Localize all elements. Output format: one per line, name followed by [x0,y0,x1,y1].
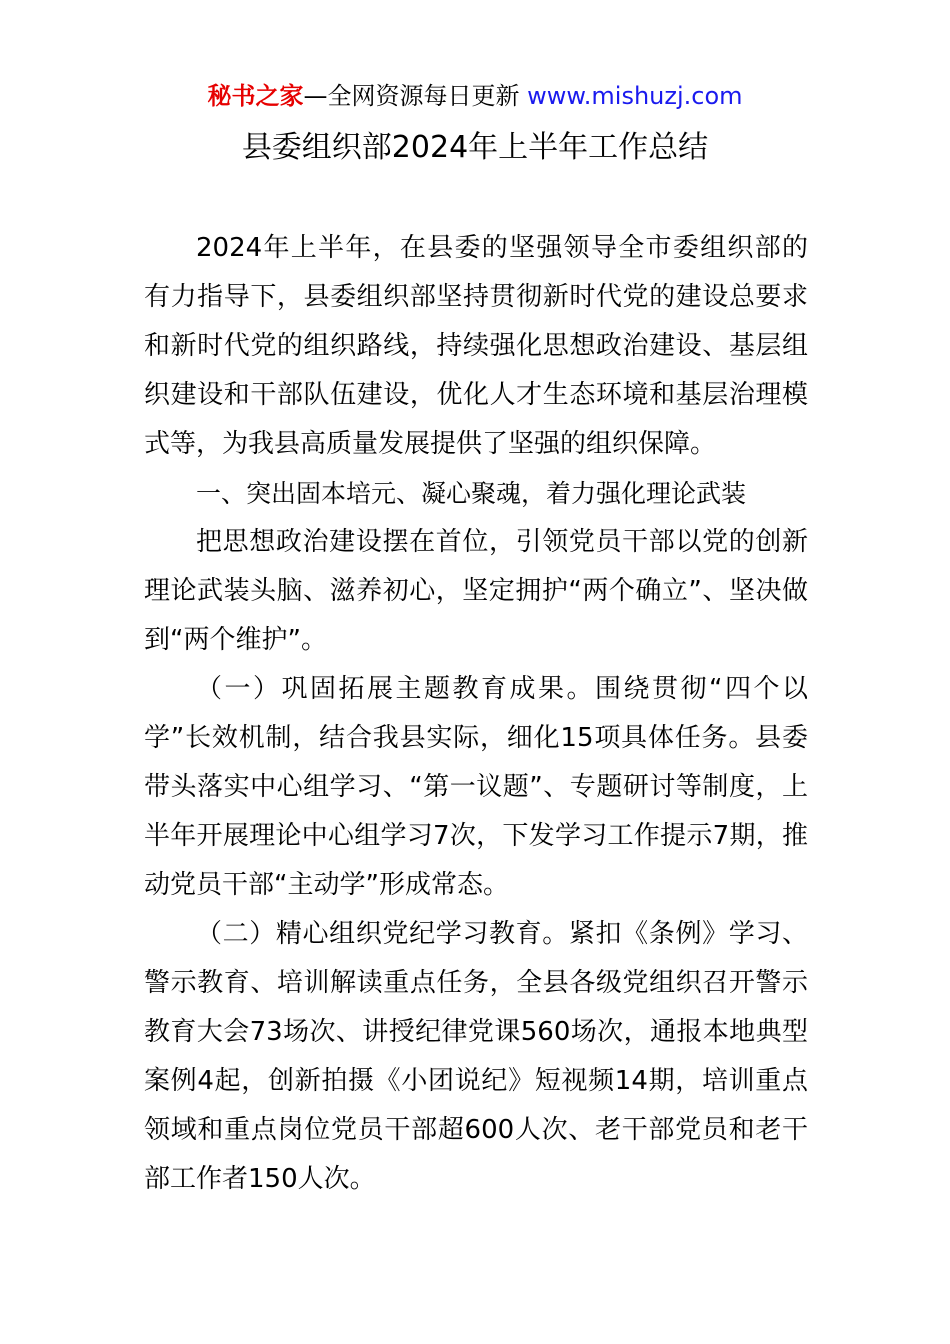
document-body [144,224,808,1204]
banner-url-link[interactable]: www.mishuzj.com [527,82,743,110]
subsection-2-paragraph: （二）精心组织党纪学习教育。紧扣《条例》学习、警示教育、培训解读重点任务，全县各级党组织召开警示教育大会73场次、讲授纪律党课560场次，通报本地典型案例4起，创新拍摄《小团说纪》短视频14期，培训重点领域和重点岗位党员干部超600人次、老干部党员和老干部工作者150人次。 [144,919,808,1194]
subsection-1-paragraph: （一）巩固拓展主题教育成果。围绕贯彻“四个以学”长效机制，结合我县实际，细化15项具体任务。县委带头落实中心组学习、“第一议题”、专题研讨等制度，上半年开展理论中心组学习7次，下发学习工作提示7期，推动党员干部“主动学”形成常态。 [144,674,808,900]
banner-tagline: —全网资源每日更新 [303,82,528,110]
document-title: 县委组织部2024年上半年工作总结 [241,130,709,165]
section-1-intro-paragraph: 把思想政治建设摆在首位，引领党员干部以党的创新理论武装头脑、滋养初心，坚定拥护“两个确立”、坚决做到“两个维护”。 [144,527,808,655]
site-banner [0,80,950,112]
intro-paragraph: 2024年上半年，在县委的坚强领导全市委组织部的有力指导下，县委组织部坚持贯彻新时代党的建设总要求和新时代党的组织路线，持续强化思想政治建设、基层组织建设和干部队伍建设，优化人才生态环境和基层治理模式等，为我县高质量发展提供了坚强的组织保障。 [144,233,808,459]
section-heading-1: 一、突出固本培元、凝心聚魂，着力强化理论武装 [196,479,747,508]
banner-brand: 秘书之家 [207,82,304,110]
